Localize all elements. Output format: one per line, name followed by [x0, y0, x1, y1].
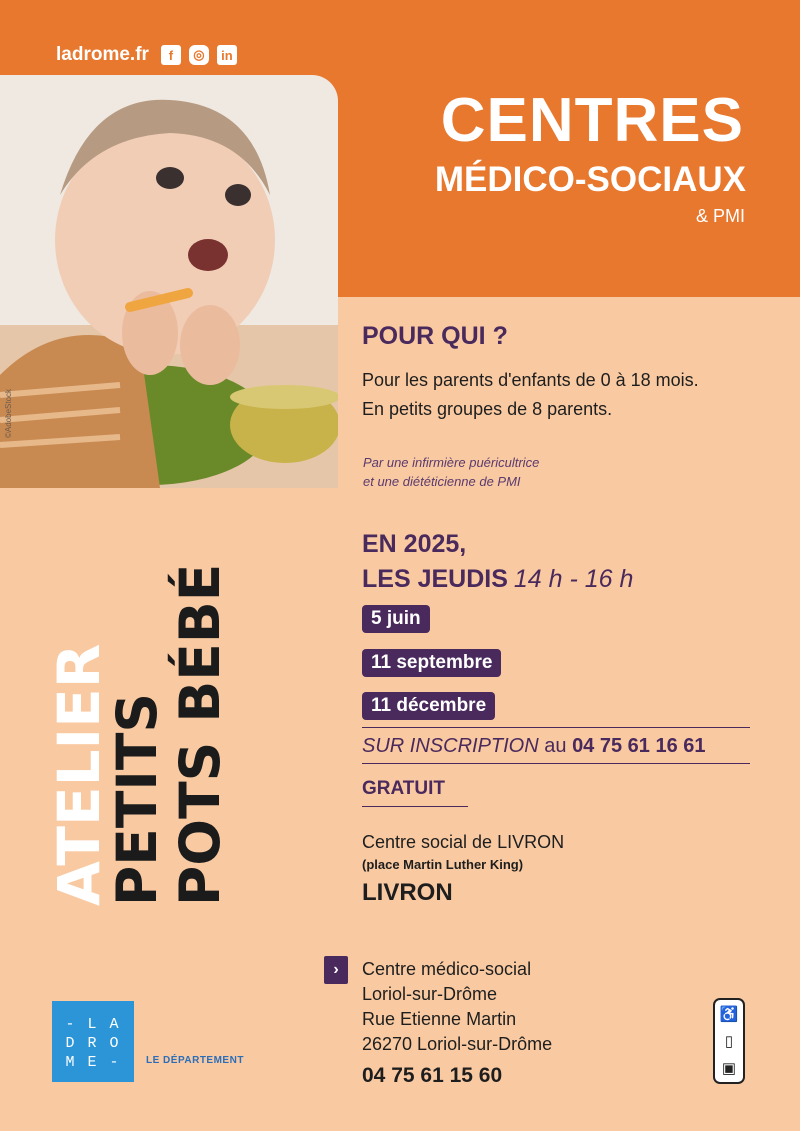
vertical-title-pots-bebe: POTS BÉBÉ [168, 563, 232, 906]
accessibility-badge [713, 998, 745, 1084]
la-drome-logo [52, 1001, 134, 1082]
staff-line-2: et une diététicienne de PMI [363, 474, 521, 489]
staff-line-1: Par une infirmière puéricultrice [363, 455, 540, 470]
title-medico-sociaux: MÉDICO-SOCIAUX [434, 160, 746, 199]
contact-street: Rue Etienne Martin [362, 1009, 517, 1029]
price-free: GRATUIT [362, 778, 446, 799]
instagram-icon[interactable]: ◎ [189, 45, 209, 65]
linkedin-icon[interactable]: in [217, 45, 237, 65]
facebook-icon[interactable]: f [161, 45, 181, 65]
schedule-hours: 14 h - 16 h [513, 565, 634, 593]
logo-line: M E - [65, 1054, 121, 1071]
schedule-weekday: LES JEUDIS [362, 565, 508, 593]
contact-postcode: 26270 Loriol-sur-Drôme [362, 1034, 553, 1054]
schedule-year: EN 2025, [362, 530, 467, 558]
chevron-right-icon: › [324, 956, 348, 984]
social-bar [56, 44, 237, 66]
vertical-title [45, 563, 232, 906]
title-centres: CENTRES [440, 86, 744, 155]
venue-detail: (place Martin Luther King) [362, 857, 524, 872]
venue-name: Centre social de LIVRON [362, 832, 565, 852]
vertical-title-petits: PETITS [105, 693, 169, 906]
date-badge: 5 juin [362, 605, 430, 633]
contact-town: Loriol-sur-Drôme [362, 984, 498, 1004]
photo-credit: ©AdobeStock [4, 388, 13, 438]
registration-phone[interactable]: 04 75 61 16 61 [572, 735, 706, 757]
baby-photo [0, 75, 338, 488]
title-pmi: & PMI [695, 206, 745, 226]
wheelchair-icon: ♿ [719, 1005, 739, 1023]
divider [362, 806, 468, 807]
schedule-days [362, 565, 633, 594]
logo-line: - L A [65, 1016, 121, 1033]
contact-phone[interactable]: 04 75 61 15 60 [362, 1064, 503, 1087]
department-label: LE DÉPARTEMENT [146, 1055, 244, 1066]
site-link[interactable]: ladrome.fr [56, 44, 149, 65]
divider [362, 727, 750, 728]
contact-name: Centre médico-social [362, 959, 532, 979]
registration-line [362, 735, 706, 758]
baby-illustration [0, 75, 338, 488]
vertical-title-atelier: ATELIER [45, 643, 113, 906]
audience-line-groups: En petits groupes de 8 parents. [362, 399, 613, 419]
visual-icon: ▣ [721, 1060, 737, 1078]
venue-city: LIVRON [362, 879, 453, 906]
date-badge: 11 septembre [362, 649, 501, 677]
logo-line: D R O [65, 1035, 121, 1052]
registration-connector: au [544, 735, 567, 757]
registration-label: SUR INSCRIPTION [362, 735, 539, 757]
hearing-icon: ▯ [724, 1032, 734, 1050]
date-badge: 11 décembre [362, 692, 495, 720]
audience-heading: POUR QUI ? [362, 322, 508, 350]
audience-line-age: Pour les parents d'enfants de 0 à 18 mois. [362, 370, 699, 390]
divider [362, 763, 750, 764]
